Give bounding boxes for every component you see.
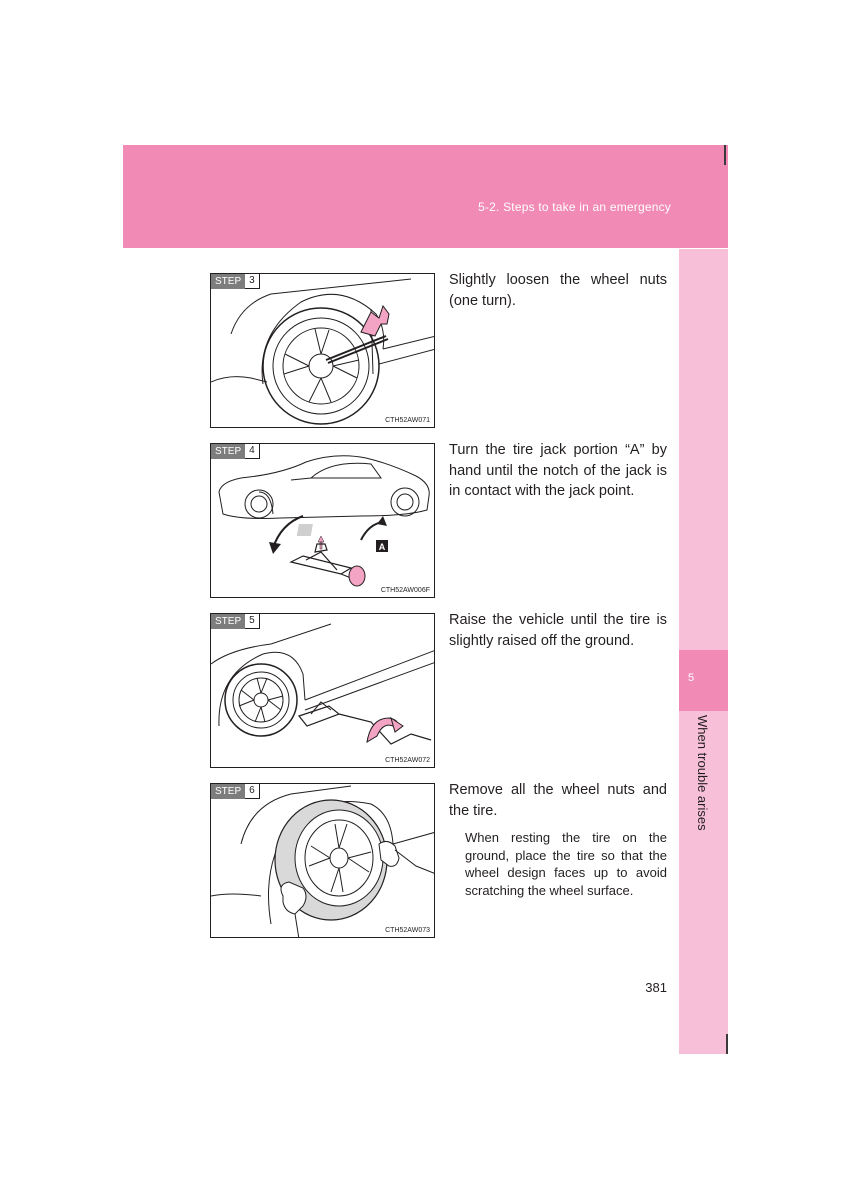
- step-label: [211, 784, 260, 799]
- section-title: 5-2. Steps to take in an emergency: [478, 200, 671, 214]
- chapter-side-tab: [679, 249, 728, 1054]
- chapter-name: When trouble arises: [695, 715, 710, 831]
- step-6-instruction: Remove all the wheel nuts and the tire.: [449, 782, 667, 819]
- header-crop-mark: [724, 145, 726, 165]
- step-3-instruction: Slightly loosen the wheel nuts (one turn).: [449, 272, 667, 309]
- chapter-number: 5: [688, 672, 695, 684]
- step-5-figure: [210, 613, 435, 768]
- step-6-note: When resting the tire on the ground, place the tire so that the wheel design faces up to avoid scratching the wheel surface.: [465, 830, 667, 898]
- jack-callout-label: A: [378, 542, 386, 552]
- step-4-figure: [210, 443, 435, 598]
- tire-jack-illustration: [211, 444, 435, 598]
- figure-code: CTH52AW072: [385, 757, 430, 764]
- wheel-wrench-illustration: [211, 274, 435, 428]
- chapter-tab-active: [679, 650, 728, 711]
- step-5-instruction: Raise the vehicle until the tire is slightly raised off the ground.: [449, 612, 667, 649]
- raise-vehicle-illustration: [211, 614, 435, 768]
- page-number: 381: [645, 980, 667, 995]
- figure-code: CTH52AW006F: [380, 587, 430, 594]
- remove-tire-illustration: [211, 784, 435, 938]
- figure-code: CTH52AW071: [385, 417, 430, 424]
- step-word: STEP: [211, 614, 245, 629]
- step-number: 6: [245, 784, 260, 799]
- step-6-figure: [210, 783, 435, 938]
- step-number: 3: [245, 274, 260, 289]
- step-number: 5: [245, 614, 260, 629]
- step-4-instruction: Turn the tire jack portion “A” by hand until the notch of the jack is in contact with the jack point.: [449, 442, 667, 499]
- header-band: [123, 145, 728, 248]
- step-label: [211, 444, 260, 459]
- figure-code: CTH52AW073: [385, 927, 430, 934]
- step-label: [211, 614, 260, 629]
- tab-crop-mark: [726, 1034, 728, 1054]
- step-word: STEP: [211, 784, 245, 799]
- step-word: STEP: [211, 274, 245, 289]
- step-number: 4: [245, 444, 260, 459]
- step-word: STEP: [211, 444, 245, 459]
- step-3-figure: [210, 273, 435, 428]
- step-label: [211, 274, 260, 289]
